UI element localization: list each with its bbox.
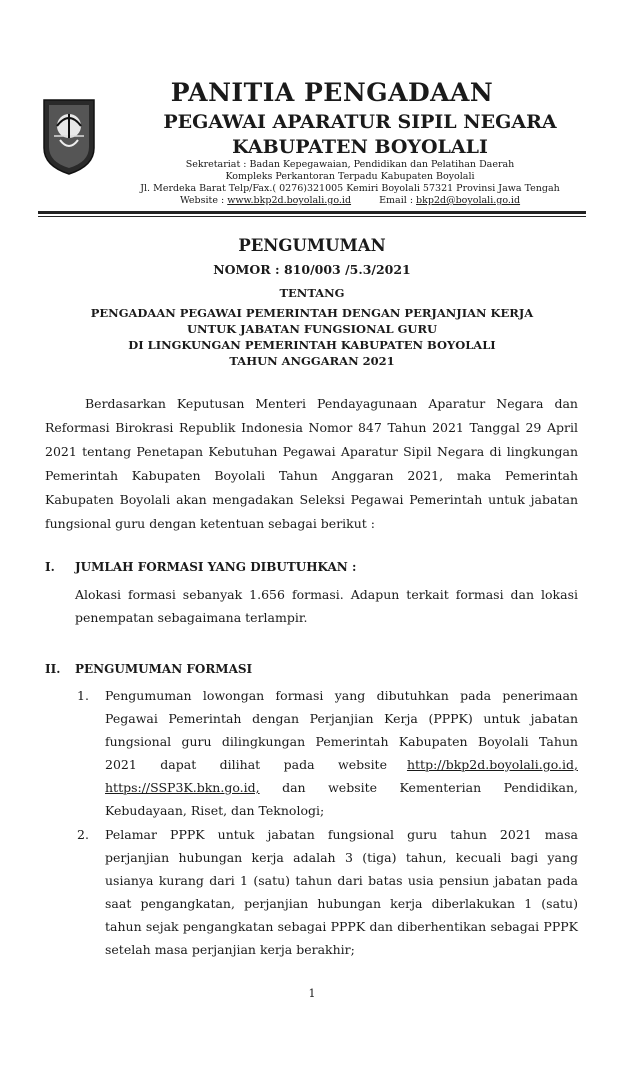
list-item-1-text: dan website Kementerian Pendidikan,	[259, 780, 578, 795]
list-item-2-line: setelah masa perjanjian kerja berakhir;	[105, 942, 355, 957]
list-item-1-line: Pegawai Pemerintah dengan Perjanjian Kerja (PPPK) untuk jabatan	[105, 711, 578, 726]
sscasn-link[interactable]: https://SSP3K.bkn.go.id,	[105, 780, 260, 795]
header-kompleks: Kompleks Perkantoran Terpadu Kabupaten Boyolali	[225, 171, 475, 182]
section-2-number: II.	[45, 662, 61, 676]
list-item-1-number: 1.	[77, 688, 89, 703]
document-title: PENGUMUMAN	[238, 236, 386, 255]
list-item-1-line: fungsional guru dilingkungan Pemerintah Kabupaten Boyolali Tahun	[105, 734, 578, 749]
page-number: 1	[308, 987, 316, 1000]
section-1-number: I.	[45, 560, 55, 574]
intro-line: Berdasarkan Keputusan Menteri Pendayagunaan Aparatur Negara dan	[85, 396, 578, 411]
header-divider-thin	[38, 216, 586, 217]
boyolali-emblem-icon	[40, 96, 98, 176]
list-item-1-line	[105, 754, 578, 777]
intro-line: Kabupaten Boyolali akan mengadakan Seleksi Pegawai Pemerintah untuk jabatan	[45, 492, 578, 507]
document-number: NOMOR : 810/003 /5.3/2021	[213, 262, 411, 277]
list-item-1-line: Pengumuman lowongan formasi yang dibutuhkan pada penerimaan	[105, 688, 578, 703]
website-link[interactable]: www.bkp2d.boyolali.go.id	[227, 195, 352, 206]
section-1-line: penempatan sebagaimana terlampir.	[75, 610, 308, 625]
subject-line-1: PENGADAAN PEGAWAI PEMERINTAH DENGAN PERJANJIAN KERJA	[90, 306, 534, 320]
intro-line: Pemerintah Kabupaten Boyolali Tahun Anggaran 2021, maka Pemerintah	[45, 468, 578, 483]
intro-line: fungsional guru dengan ketentuan sebagai berikut :	[45, 516, 376, 531]
header-alamat: Jl. Merdeka Barat Telp/Fax.( 0276)321005 Kemiri Boyolali 57321 Provinsi Jawa Tengah	[140, 183, 560, 194]
list-item-2-line: saat pengangkatan, perjanjian hubungan kerja diberlakukan 1 (satu)	[105, 896, 578, 911]
bkp2d-link[interactable]: http://bkp2d.boyolali.go.id,	[406, 757, 578, 772]
list-item-2-line: Pelamar PPPK untuk jabatan fungsional guru tahun 2021 masa	[105, 827, 578, 842]
intro-line: 2021 tentang Penetapan Kebutuhan Pegawai Aparatur Sipil Negara di lingkungan	[45, 444, 578, 459]
subject-line-3: DI LINGKUNGAN PEMERINTAH KABUPATEN BOYOLALI	[128, 338, 496, 352]
list-item-2-line: usianya kurang dari 1 (satu) tahun dari batas usia pensiun jabatan pada	[105, 873, 578, 888]
list-item-2-number: 2.	[77, 827, 89, 842]
subject-line-2: UNTUK JABATAN FUNGSIONAL GURU	[186, 322, 438, 336]
section-1-title: JUMLAH FORMASI YANG DIBUTUHKAN :	[75, 560, 357, 574]
header-contact	[100, 195, 600, 207]
list-item-2-line: tahun sejak pengangkatan sebagai PPPK dan diberhentikan sebagai PPPK	[105, 919, 578, 934]
header-divider-thick	[38, 211, 586, 214]
email-label: Email :	[379, 195, 417, 206]
list-item-1-line	[105, 777, 578, 800]
section-1-line: Alokasi formasi sebanyak 1.656 formasi. Adapun terkait formasi dan lokasi	[75, 587, 578, 602]
tentang-label: TENTANG	[279, 286, 345, 300]
intro-line: Reformasi Birokrasi Republik Indonesia Nomor 847 Tahun 2021 Tanggal 29 April	[45, 420, 578, 435]
website-label: Website :	[179, 195, 228, 206]
header-title: PANITIA PENGADAAN	[170, 78, 494, 107]
header-subtitle: PEGAWAI APARATUR SIPIL NEGARA	[163, 111, 557, 133]
subject-line-4: TAHUN ANGGARAN 2021	[229, 354, 395, 368]
header-sekretariat: Sekretariat : Badan Kepegawaian, Pendidikan dan Pelatihan Daerah	[185, 159, 515, 170]
list-item-2-line: perjanjian hubungan kerja adalah 3 (tiga) tahun, kecuali bagi yang	[105, 850, 578, 865]
email-link[interactable]: bkp2d@boyolali.go.id	[416, 195, 521, 206]
section-2-title: PENGUMUMAN FORMASI	[75, 662, 253, 676]
header-region: KABUPATEN BOYOLALI	[232, 136, 488, 158]
list-item-1-line: Kebudayaan, Riset, dan Teknologi;	[105, 803, 325, 818]
list-item-1-text: 2021 dapat dilihat pada website	[105, 757, 391, 772]
